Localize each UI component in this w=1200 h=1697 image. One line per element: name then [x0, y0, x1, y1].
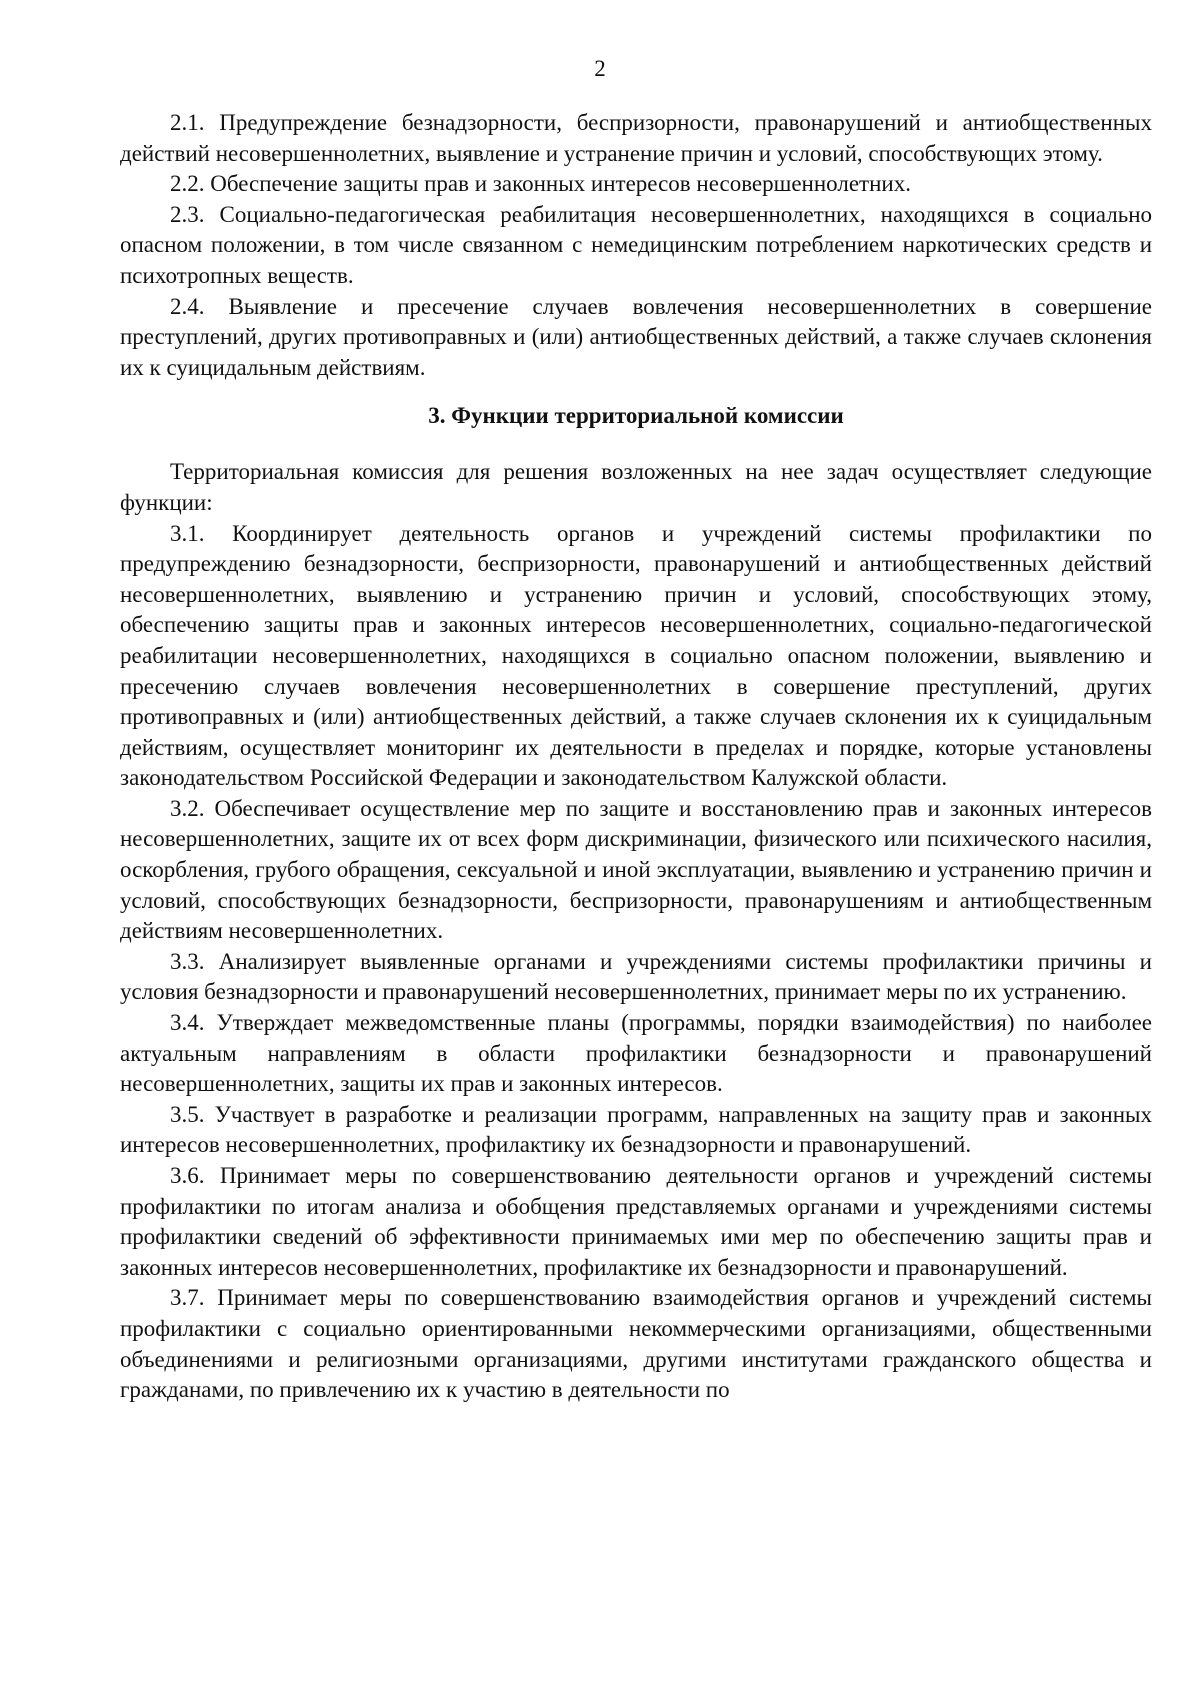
- page-number: 2: [594, 56, 606, 81]
- paragraph-3-2: 3.2. Обеспечивает осуществление мер по защите и восстановлению прав и законных интересов несовершеннолетних, защите их от всех форм дискриминации, физического или психического насилия, оскорбления, грубого обращения, сексуальной и иной эксплуатации, выявлению и устранению причин и условий, способствующих безнадзорности, беспризорности, правонарушениям и антиобщественным действиям несовершеннолетних.: [120, 795, 1152, 944]
- paragraph-3-5: 3.5. Участвует в разработке и реализации программ, направленных на защиту прав и законных интересов несовершеннолетних, профилактику их безнадзорности и правонарушений.: [120, 1101, 1152, 1158]
- paragraph-2-4: 2.4. Выявление и пресечение случаев вовлечения несовершеннолетних в совершение преступлений, других противоправных и (или) антиобщественных действий, а также случаев склонения их к суицидальным действиям.: [120, 293, 1152, 380]
- paragraph-3-1: 3.1. Координирует деятельность органов и учреждений системы профилактики по предупреждению безнадзорности, беспризорности, правонарушений и антиобщественных действий несовершеннолетних, выявлению и устранению причин и условий, способствующих этому, обеспечению защиты прав и законных интересов несовершеннолетних, социально-педагогической реабилитации несовершеннолетних, находящихся в социально опасном положении, выявлению и пресечению случаев вовлечения несовершеннолетних в совершение преступлений, других противоправных и (или) антиобщественных действий, а также случаев склонения их к суицидальным действиям, осуществляет мониторинг их деятельности в пределах и порядке, которые установлены законодательством Российской Федерации и законодательством Калужской области.: [120, 520, 1152, 791]
- document-body: [120, 108, 1152, 1406]
- section-2-list: [120, 108, 1152, 383]
- paragraph-3-3: 3.3. Анализирует выявленные органами и учреждениями системы профилактики причины и условия безнадзорности и правонарушений несовершеннолетних, принимает меры по их устранению.: [120, 948, 1152, 1005]
- paragraph-2-2: 2.2. Обеспечение защиты прав и законных интересов несовершеннолетних.: [170, 171, 911, 197]
- paragraph-2-1: 2.1. Предупреждение безнадзорности, беспризорности, правонарушений и антиобщественных действий несовершеннолетних, выявление и устранение причин и условий, способствующих этому.: [120, 110, 1152, 166]
- section-3-list: [120, 457, 1152, 1405]
- paragraph-3-7: 3.7. Принимает меры по совершенствованию взаимодействия органов и учреждений системы профилактики с социально ориентированными некоммерческими организациями, общественными объединениями и религиозными организациями, другими институтами гражданского общества и гражданами, по привлечению их к участию в деятельности по: [120, 1285, 1152, 1403]
- paragraph-2-3: 2.3. Социально-педагогическая реабилитация несовершеннолетних, находящихся в социально опасном положении, в том числе связанном с немедицинским потреблением наркотических средств и психотропных веществ.: [120, 201, 1152, 288]
- paragraph-3-6: 3.6. Принимает меры по совершенствованию деятельности органов и учреждений системы профилактики по итогам анализа и обобщения представляемых органами и учреждениями системы профилактики сведений об эффективности принимаемых ими мер по обеспечению защиты прав и законных интересов несовершеннолетних, профилактике их безнадзорности и правонарушений.: [120, 1163, 1152, 1280]
- section-3-heading: 3. Функции территориальной комиссии: [428, 403, 844, 429]
- paragraph-3-4: 3.4. Утверждает межведомственные планы (программы, порядки взаимодействия) по наиболее актуальным направлениям в области профилактики безнадзорности и правонарушений несовершеннолетних, защиты их прав и законных интересов.: [120, 1010, 1152, 1097]
- section-3-intro: Территориальная комиссия для решения возложенных на нее задач осуществляет следующие функции:: [120, 459, 1152, 515]
